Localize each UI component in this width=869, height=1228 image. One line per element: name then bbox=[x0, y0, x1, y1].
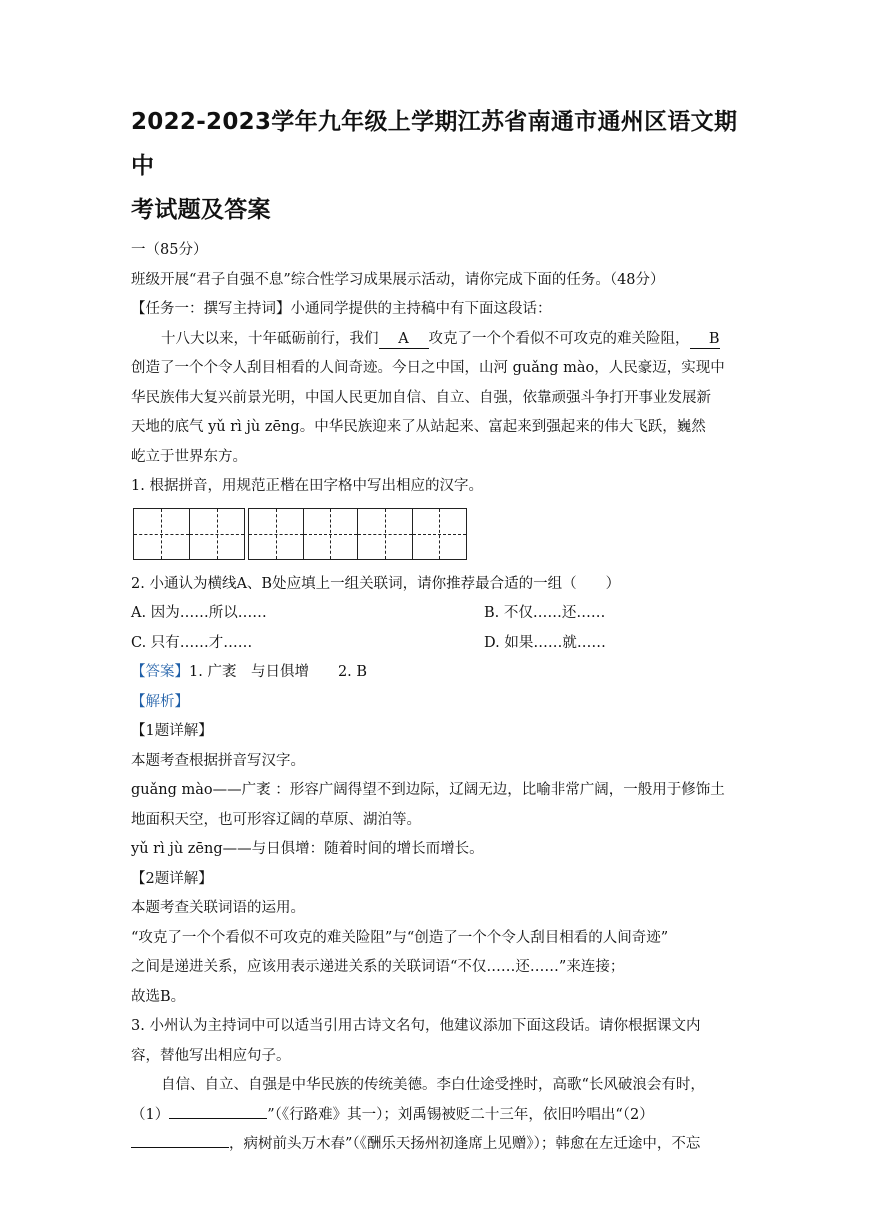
tianzige-cell[interactable] bbox=[413, 509, 467, 559]
passage-line-3: 华民族伟大复兴前景光明，中国人民更加自信、自立、自强，依靠顽强斗争打开事业发展新 bbox=[131, 389, 711, 406]
detail-2-line-4: 故选B。 bbox=[131, 988, 186, 1005]
tianzige-grid bbox=[133, 508, 741, 562]
answer-text: 1. 广袤 与日俱增 2. B bbox=[189, 664, 368, 680]
fill-blank-2[interactable] bbox=[131, 1147, 229, 1148]
detail-1-heading: 【1题详解】 bbox=[131, 723, 213, 739]
tianzige-cell[interactable] bbox=[249, 509, 304, 559]
answer-line bbox=[131, 658, 741, 688]
question-2: 2. 小通认为横线A、B处应填上一组关联词，请你推荐最合适的一组（ ） bbox=[131, 575, 621, 592]
fill-blank-1[interactable] bbox=[169, 1118, 267, 1119]
detail-2-line-1: 本题考查关联词语的运用。 bbox=[131, 900, 305, 916]
passage-line-4: 天地的底气 yǔ rì jù zēng。中华民族迎来了从站起来、富起来到强起来的伟大飞跃，巍然 bbox=[131, 419, 706, 435]
detail-1-line-1: 本题考查根据拼音写汉字。 bbox=[131, 752, 305, 769]
tianzige-cell[interactable] bbox=[134, 509, 190, 559]
tianzige-group-2 bbox=[248, 508, 467, 560]
tianzige-cell[interactable] bbox=[304, 509, 359, 559]
option-c: C. 只有……才…… bbox=[131, 634, 253, 651]
activity-intro: 班级开展“君子自强不息”综合性学习成果展示活动，请你完成下面的任务。（48分） bbox=[131, 271, 665, 288]
question-3-line-2: 容，替他写出相应句子。 bbox=[131, 1047, 291, 1064]
title-line-2: 考试题及答案 bbox=[131, 197, 271, 223]
detail-2-line-3: 之间是递进关系，应该用表示递进关系的关联词语“不仅……还……”来连接； bbox=[131, 959, 625, 975]
task-one-heading: 【任务一：撰写主持词】小通同学提供的主持稿中有下面这段话： bbox=[131, 301, 552, 317]
section-heading: 一（85分） bbox=[131, 242, 208, 258]
poem-passage-line-1: 自信、自立、自强是中华民族的传统美德。李白仕途受挫时，高歌“长风破浪会有时， bbox=[161, 1077, 705, 1093]
question-3-line-1: 3. 小州认为主持词中可以适当引用古诗文名句，他建议添加下面这段话。请你根据课文内 bbox=[131, 1018, 701, 1034]
passage-line-2: 创造了一个个令人刮目相看的人间奇迹。今日之中国，山河 guǎng mào，人民豪迈，实现中 bbox=[131, 360, 725, 376]
options-row-2 bbox=[131, 629, 741, 659]
analysis-tag: 【解析】 bbox=[131, 693, 189, 710]
passage-line-1: 十八大以来，十年砥砺前行，我们 A 攻克了一个个看似不可攻克的难关险阻， B bbox=[161, 330, 720, 347]
tianzige-cell[interactable] bbox=[190, 509, 245, 559]
detail-1-line-3: 地面积天空，也可形容辽阔的草原、湖泊等。 bbox=[131, 811, 421, 828]
option-b: B. 不仅……还…… bbox=[484, 605, 606, 621]
options-row-1 bbox=[131, 599, 741, 629]
title-line-1: 2022-2023学年九年级上学期江苏省南通市通州区语文期中 bbox=[131, 109, 738, 179]
detail-2-line-2: “攻克了一个个看似不可攻克的难关险阻”与“创造了一个个令人刮目相看的人间奇迹” bbox=[131, 929, 669, 946]
document-page bbox=[131, 100, 741, 1160]
question-1: 1. 根据拼音，用规范正楷在田字格中写出相应的汉字。 bbox=[131, 478, 483, 494]
blank-a: A bbox=[379, 330, 429, 349]
poem-passage-line-2: （1） ”（《行路难》其一）；刘禹锡被贬二十三年，依旧吟唱出“（2） bbox=[131, 1106, 654, 1123]
detail-1-line-4: yǔ rì jù zēng——与日俱增：随着时间的增长而增长。 bbox=[131, 841, 484, 857]
option-a: A. 因为……所以…… bbox=[131, 605, 267, 621]
detail-1-line-2: guǎng mào——广袤 ：形容广阔得望不到边际，辽阔无边，比喻非常广阔，一般用于修饰土 bbox=[131, 782, 725, 798]
poem-passage-line-3: ，病树前头万木春”（《酬乐天扬州初逢席上见赠》）；韩愈在左迁途中，不忘 bbox=[131, 1130, 741, 1160]
detail-2-heading: 【2题详解】 bbox=[131, 870, 213, 887]
blank-b: B bbox=[690, 330, 720, 349]
passage-line-5: 屹立于世界东方。 bbox=[131, 448, 247, 465]
tianzige-cell[interactable] bbox=[358, 509, 413, 559]
document-title bbox=[131, 100, 741, 232]
answer-tag: 【答案】 bbox=[131, 664, 189, 680]
option-d: D. 如果……就…… bbox=[484, 634, 606, 651]
tianzige-group-1 bbox=[133, 508, 245, 560]
